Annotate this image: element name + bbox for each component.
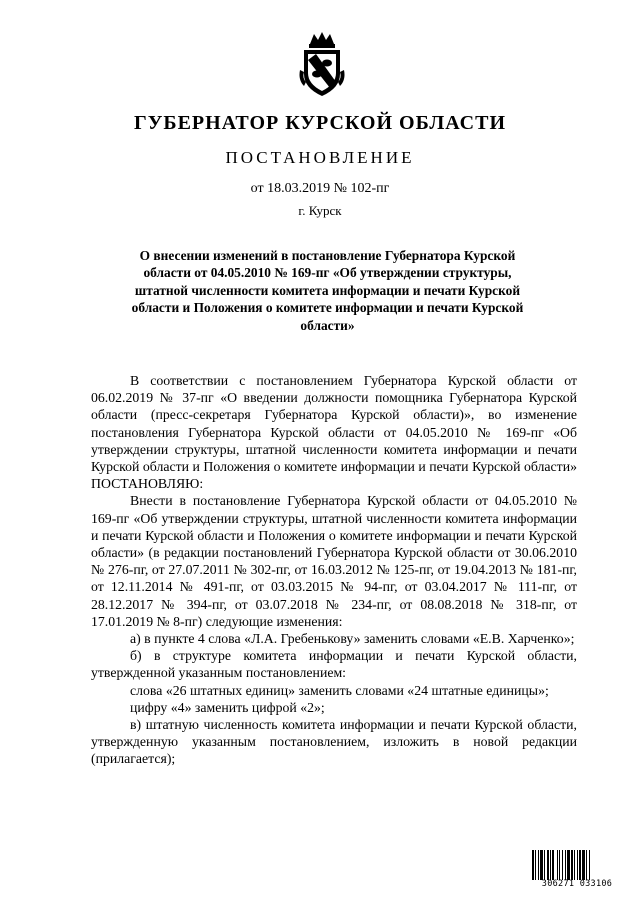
document-date-number: от 18.03.2019 № 102-пг <box>250 181 390 196</box>
body-paragraph: а) в пункте 4 слова «Л.А. Гребенькову» заменить словами «Е.В. Харченко»; <box>130 631 575 647</box>
body-paragraph: цифру «4» заменить цифрой «2»; <box>130 699 325 715</box>
coat-of-arms-icon <box>296 30 348 98</box>
document-subject: О внесении изменений в постановление Губернатора Курской области от 04.05.2010 № 169-пг «Об утверждении структуры, штатной численности комитета информации и печати Курской области и Положения о комитете информации и печати Курской области» <box>131 248 524 333</box>
barcode-icon <box>531 850 623 880</box>
body-paragraph: в) штатную численность комитета информации и печати Курской области, утвержденную указанным постановлением, изложить в новой редакции (прилагается); <box>91 717 577 767</box>
body-paragraph: В соответствии с постановлением Губернатора Курской области от 06.02.2019 № 37-пг «О введении должности помощника Губернатора Курской области (пресс-секретаря Губернатора Курской области)», во изменение постановления Губернатора Курской области от 04.05.2010 № 169-пг «Об утверждении структуры, штатной численности комитета информации и печати Курской области и Положения о комитете информации и печати Курской области» ПОСТАНОВЛЯЮ: <box>91 373 577 492</box>
body-paragraph: Внести в постановление Губернатора Курской области от 04.05.2010 № 169-пг «Об утверждении структуры, штатной численности комитета информации и печати Курской области и Положения о комитете информации и печати Курской области» (в редакции постановлений Губернатора Курской области от 30.06.2010 № 276-пг, от 27.07.2011 № 302-пг, от 16.03.2012 № 125-пг, от 19.04.2013 № 181-пг, от 12.11.2014 № 491-пг, от 03.03.2015 № 94-пг, от 03.04.2017 № 111-пг, от 28.12.2017 № 394-пг, от 03.07.2018 № 234-пг, от 08.08.2018 № 318-пг, от 17.01.2019 № 8-пг) следующие изменения: <box>91 493 577 629</box>
body-paragraph: б) в структуре комитета информации и печати Курской области, утвержденной указанным постановлением: <box>91 648 577 681</box>
body-paragraph: слова «26 штатных единиц» заменить словами «24 штатные единицы»; <box>130 682 549 698</box>
barcode-number: 306271 033106 <box>541 879 613 889</box>
document-type: ПОСТАНОВЛЕНИЕ <box>225 148 415 167</box>
document-city: г. Курск <box>298 203 342 218</box>
governor-title: ГУБЕРНАТОР КУРСКОЙ ОБЛАСТИ <box>133 112 507 134</box>
document-body <box>91 372 577 768</box>
